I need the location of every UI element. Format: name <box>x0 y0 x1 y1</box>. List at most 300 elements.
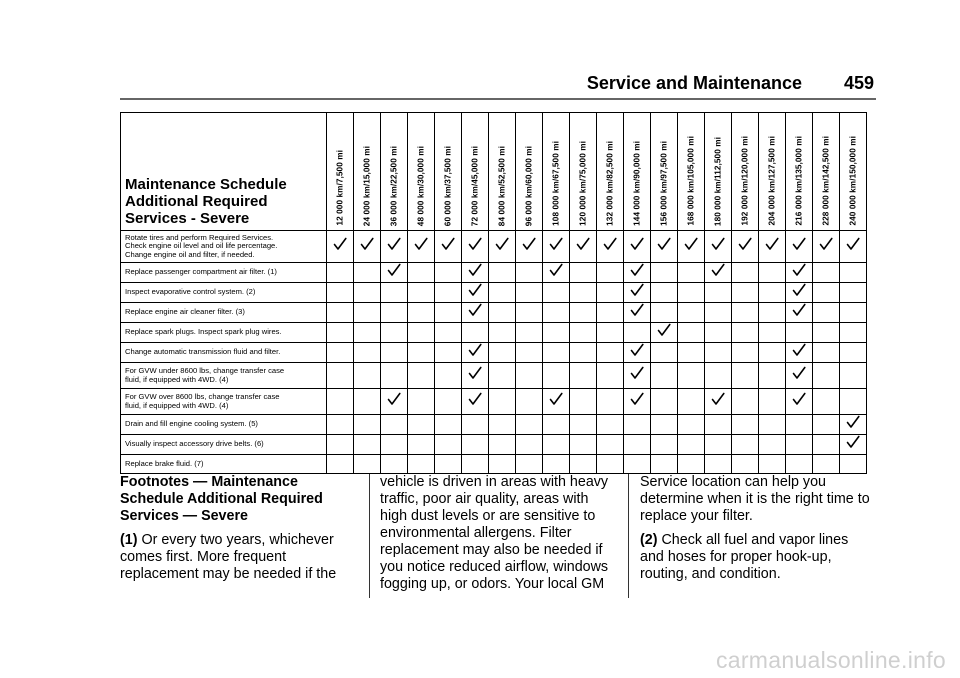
schedule-cell <box>489 435 516 455</box>
checkmark-icon <box>468 283 482 297</box>
checkmark-icon <box>522 237 536 251</box>
service-text-line: Rotate tires and perform Required Services. <box>125 233 274 243</box>
footnotes-column-1 <box>120 474 352 590</box>
schedule-cell <box>516 231 543 263</box>
schedule-cell <box>732 263 759 283</box>
schedule-cell <box>408 435 435 455</box>
schedule-cell <box>462 303 489 323</box>
checkmark-icon <box>630 343 644 357</box>
schedule-cell <box>651 303 678 323</box>
table-row <box>121 435 867 455</box>
watermark: carmanualsonline.info <box>715 647 946 673</box>
schedule-cell <box>732 231 759 263</box>
schedule-cell <box>678 363 705 389</box>
schedule-cell <box>597 455 624 474</box>
schedule-cell <box>381 231 408 263</box>
schedule-cell <box>381 363 408 389</box>
schedule-cell <box>489 455 516 474</box>
service-description <box>121 303 327 323</box>
schedule-cell <box>786 343 813 363</box>
schedule-cell <box>624 263 651 283</box>
table-row <box>121 323 867 343</box>
schedule-cell <box>435 231 462 263</box>
footnote-1-text-a: Or every two years, whichever comes first. More frequent replacement may be needed if the <box>120 532 337 582</box>
schedule-cell <box>786 455 813 474</box>
table-header-row <box>121 113 867 231</box>
checkmark-icon <box>792 263 806 277</box>
schedule-cell <box>597 343 624 363</box>
table-row <box>121 389 867 415</box>
interval-label: 24 000 km/15,000 mi <box>362 145 372 226</box>
schedule-cell <box>543 455 570 474</box>
schedule-cell <box>570 263 597 283</box>
schedule-cell <box>435 303 462 323</box>
page-number: 459 <box>843 73 874 93</box>
schedule-cell <box>651 435 678 455</box>
schedule-cell <box>678 435 705 455</box>
footnote-1-continued: vehicle is driven in areas with heavy traffic, poor air quality, areas with high dust levels or are sensitive to environmental allergens. Filter replacement may also be needed if you notice reduced airflow, windows fogging up, or odors. Your local GM <box>380 474 609 592</box>
schedule-cell <box>732 323 759 343</box>
schedule-cell <box>489 263 516 283</box>
schedule-cell <box>597 415 624 435</box>
checkmark-icon <box>468 392 482 406</box>
schedule-cell <box>840 415 867 435</box>
interval-label: 168 000 km/105,000 mi <box>686 136 696 226</box>
schedule-cell <box>624 283 651 303</box>
schedule-cell <box>840 263 867 283</box>
interval-header <box>381 113 408 231</box>
schedule-cell <box>732 415 759 435</box>
schedule-cell <box>462 415 489 435</box>
schedule-cell <box>543 435 570 455</box>
schedule-cell <box>597 283 624 303</box>
schedule-cell <box>597 363 624 389</box>
schedule-cell <box>570 455 597 474</box>
schedule-cell <box>516 343 543 363</box>
interval-label: 180 000 km/112,500 mi <box>713 136 723 226</box>
interval-label: 156 000 km/97,500 mi <box>659 141 669 226</box>
schedule-cell <box>327 343 354 363</box>
schedule-cell <box>732 435 759 455</box>
schedule-cell <box>624 363 651 389</box>
service-text-line: For GVW under 8600 lbs, change transfer case <box>125 366 285 376</box>
checkmark-icon <box>846 237 860 251</box>
schedule-cell <box>624 415 651 435</box>
checkmark-icon <box>630 366 644 380</box>
schedule-cell <box>435 389 462 415</box>
checkmark-icon <box>549 392 563 406</box>
schedule-cell <box>786 415 813 435</box>
interval-label: 48 000 km/30,000 mi <box>416 145 426 226</box>
table-row <box>121 263 867 283</box>
interval-label: 228 000 km/142,500 mi <box>821 136 831 226</box>
checkmark-icon <box>414 237 428 251</box>
schedule-cell <box>543 323 570 343</box>
schedule-cell <box>651 363 678 389</box>
schedule-cell <box>678 323 705 343</box>
schedule-cell <box>651 231 678 263</box>
schedule-cell <box>705 323 732 343</box>
schedule-cell <box>462 455 489 474</box>
checkmark-icon <box>387 263 401 277</box>
schedule-cell <box>570 343 597 363</box>
service-description <box>121 389 327 415</box>
schedule-cell <box>840 363 867 389</box>
schedule-cell <box>786 231 813 263</box>
schedule-cell <box>381 263 408 283</box>
schedule-cell <box>840 323 867 343</box>
schedule-cell <box>354 415 381 435</box>
service-text-line: For GVW over 8600 lbs, change transfer case <box>125 392 280 402</box>
interval-header <box>543 113 570 231</box>
schedule-cell <box>786 323 813 343</box>
schedule-cell <box>651 455 678 474</box>
schedule-cell <box>408 231 435 263</box>
schedule-cell <box>651 263 678 283</box>
footnotes-column-2 <box>380 474 612 600</box>
schedule-cell <box>489 323 516 343</box>
schedule-cell <box>786 283 813 303</box>
checkmark-icon <box>468 366 482 380</box>
service-description <box>121 283 327 303</box>
footnotes-column-3 <box>640 474 872 590</box>
service-description <box>121 343 327 363</box>
schedule-cell <box>408 363 435 389</box>
interval-header <box>516 113 543 231</box>
schedule-cell <box>759 343 786 363</box>
schedule-cell <box>354 303 381 323</box>
interval-label: 84 000 km/52,500 mi <box>497 145 507 226</box>
schedule-cell <box>759 303 786 323</box>
schedule-cell <box>543 389 570 415</box>
interval-header <box>705 113 732 231</box>
schedule-cell <box>678 455 705 474</box>
page-header <box>120 68 876 100</box>
schedule-cell <box>327 323 354 343</box>
checkmark-icon <box>657 323 671 337</box>
service-text-line: Drain and fill engine cooling system. (5) <box>125 419 258 429</box>
schedule-cell <box>354 455 381 474</box>
maintenance-schedule-table <box>120 112 867 474</box>
schedule-cell <box>516 455 543 474</box>
schedule-cell <box>462 363 489 389</box>
schedule-cell <box>381 455 408 474</box>
schedule-cell <box>705 435 732 455</box>
service-text-line: fluid, if equipped with 4WD. (4) <box>125 400 229 410</box>
interval-header <box>813 113 840 231</box>
checkmark-icon <box>630 283 644 297</box>
interval-label: 96 000 km/60,000 mi <box>524 145 534 226</box>
schedule-cell <box>705 263 732 283</box>
table-row <box>121 343 867 363</box>
schedule-cell <box>462 263 489 283</box>
schedule-cell <box>543 263 570 283</box>
schedule-cell <box>678 263 705 283</box>
schedule-cell <box>624 455 651 474</box>
schedule-cell <box>570 323 597 343</box>
service-text-line: Check engine oil level and oil life percentage. <box>125 241 278 251</box>
schedule-cell <box>813 343 840 363</box>
schedule-cell <box>705 303 732 323</box>
schedule-cell <box>516 283 543 303</box>
checkmark-icon <box>468 303 482 317</box>
schedule-cell <box>759 435 786 455</box>
service-description <box>121 435 327 455</box>
checkmark-icon <box>630 263 644 277</box>
schedule-cell <box>759 455 786 474</box>
schedule-cell <box>462 435 489 455</box>
schedule-cell <box>327 363 354 389</box>
interval-header <box>840 113 867 231</box>
schedule-cell <box>489 283 516 303</box>
schedule-cell <box>840 389 867 415</box>
schedule-cell <box>651 389 678 415</box>
service-description <box>121 455 327 474</box>
schedule-cell <box>678 283 705 303</box>
schedule-cell <box>462 231 489 263</box>
schedule-cell <box>489 415 516 435</box>
column-divider <box>628 474 629 598</box>
schedule-cell <box>759 283 786 303</box>
checkmark-icon <box>846 415 860 429</box>
checkmark-icon <box>603 237 617 251</box>
interval-header <box>462 113 489 231</box>
schedule-cell <box>435 323 462 343</box>
service-text-line: Replace spark plugs. Inspect spark plug wires. <box>125 327 282 337</box>
schedule-cell <box>705 415 732 435</box>
checkmark-icon <box>711 237 725 251</box>
schedule-cell <box>516 389 543 415</box>
checkmark-icon <box>765 237 779 251</box>
schedule-cell <box>327 263 354 283</box>
schedule-cell <box>732 455 759 474</box>
section-title: Service and Maintenance <box>586 73 802 93</box>
service-text-line: Replace engine air cleaner filter. (3) <box>125 307 245 317</box>
schedule-cell <box>732 283 759 303</box>
schedule-cell <box>435 283 462 303</box>
schedule-cell <box>705 283 732 303</box>
table-row <box>121 283 867 303</box>
schedule-cell <box>651 323 678 343</box>
checkmark-icon <box>441 237 455 251</box>
checkmark-icon <box>684 237 698 251</box>
schedule-cell <box>840 435 867 455</box>
schedule-cell <box>327 415 354 435</box>
schedule-cell <box>570 231 597 263</box>
schedule-cell <box>570 435 597 455</box>
schedule-cell <box>408 389 435 415</box>
schedule-cell <box>786 263 813 283</box>
schedule-cell <box>516 415 543 435</box>
interval-header <box>651 113 678 231</box>
schedule-cell <box>651 283 678 303</box>
schedule-cell <box>408 303 435 323</box>
interval-header <box>570 113 597 231</box>
checkmark-icon <box>549 237 563 251</box>
schedule-cell <box>759 231 786 263</box>
interval-label: 240 000 km/150,000 mi <box>848 136 858 226</box>
schedule-cell <box>543 303 570 323</box>
schedule-cell <box>840 455 867 474</box>
schedule-cell <box>381 343 408 363</box>
schedule-cell <box>516 435 543 455</box>
schedule-cell <box>354 263 381 283</box>
schedule-cell <box>732 389 759 415</box>
schedule-cell <box>327 283 354 303</box>
interval-label: 108 000 km/67,500 mi <box>551 141 561 226</box>
schedule-cell <box>435 455 462 474</box>
schedule-cell <box>327 303 354 323</box>
service-description <box>121 231 327 263</box>
schedule-cell <box>327 231 354 263</box>
interval-label: 36 000 km/22,500 mi <box>389 145 399 226</box>
schedule-cell <box>543 231 570 263</box>
schedule-cell <box>570 389 597 415</box>
schedule-cell <box>354 389 381 415</box>
checkmark-icon <box>792 392 806 406</box>
schedule-cell <box>381 303 408 323</box>
schedule-cell <box>705 363 732 389</box>
checkmark-icon <box>630 303 644 317</box>
schedule-cell <box>813 415 840 435</box>
schedule-cell <box>813 303 840 323</box>
schedule-cell <box>651 343 678 363</box>
checkmark-icon <box>387 237 401 251</box>
checkmark-icon <box>468 343 482 357</box>
checkmark-icon <box>360 237 374 251</box>
schedule-cell <box>624 389 651 415</box>
service-description <box>121 323 327 343</box>
schedule-cell <box>543 343 570 363</box>
interval-label: 192 000 km/120,000 mi <box>740 136 750 226</box>
interval-label: 12 000 km/7,500 mi <box>335 150 345 226</box>
schedule-cell <box>327 389 354 415</box>
schedule-cell <box>813 263 840 283</box>
schedule-cell <box>759 389 786 415</box>
schedule-cell <box>516 263 543 283</box>
schedule-cell <box>597 435 624 455</box>
interval-header <box>408 113 435 231</box>
checkmark-icon <box>792 343 806 357</box>
schedule-cell <box>813 231 840 263</box>
schedule-cell <box>570 363 597 389</box>
schedule-cell <box>489 363 516 389</box>
checkmark-icon <box>792 237 806 251</box>
schedule-cell <box>381 389 408 415</box>
schedule-cell <box>408 323 435 343</box>
column-divider <box>369 474 370 598</box>
schedule-cell <box>624 343 651 363</box>
checkmark-icon <box>819 237 833 251</box>
footnote-2-text: Check all fuel and vapor lines and hoses for proper hook-up, routing, and condition. <box>640 532 849 582</box>
schedule-cell <box>354 323 381 343</box>
schedule-cell <box>462 283 489 303</box>
schedule-cell <box>435 415 462 435</box>
schedule-cell <box>840 343 867 363</box>
footnote-2 <box>640 532 872 583</box>
schedule-cell <box>651 415 678 435</box>
schedule-cell <box>408 415 435 435</box>
schedule-cell <box>624 323 651 343</box>
interval-header <box>435 113 462 231</box>
schedule-cell <box>840 283 867 303</box>
schedule-cell <box>678 231 705 263</box>
table-title: Maintenance Schedule Additional Required Services - Severe <box>121 113 327 231</box>
checkmark-icon <box>387 392 401 406</box>
schedule-cell <box>732 363 759 389</box>
checkmark-icon <box>846 435 860 449</box>
table-row <box>121 231 867 263</box>
schedule-cell <box>813 435 840 455</box>
schedule-cell <box>354 435 381 455</box>
schedule-cell <box>408 263 435 283</box>
schedule-cell <box>516 363 543 389</box>
interval-label: 144 000 km/90,000 mi <box>632 141 642 226</box>
interval-label: 60 000 km/37,500 mi <box>443 145 453 226</box>
schedule-cell <box>489 389 516 415</box>
checkmark-icon <box>333 237 347 251</box>
schedule-cell <box>516 303 543 323</box>
schedule-cell <box>678 303 705 323</box>
schedule-cell <box>813 283 840 303</box>
interval-label: 204 000 km/127,500 mi <box>767 136 777 226</box>
service-text-line: Inspect evaporative control system. (2) <box>125 287 256 297</box>
table-row <box>121 363 867 389</box>
schedule-cell <box>597 231 624 263</box>
schedule-cell <box>813 323 840 343</box>
interval-header <box>759 113 786 231</box>
interval-label: 120 000 km/75,000 mi <box>578 141 588 226</box>
schedule-cell <box>327 455 354 474</box>
interval-label: 72 000 km/45,000 mi <box>470 145 480 226</box>
schedule-cell <box>813 455 840 474</box>
schedule-cell <box>597 389 624 415</box>
interval-label: 216 000 km/135,000 mi <box>794 136 804 226</box>
schedule-cell <box>597 263 624 283</box>
checkmark-icon <box>657 237 671 251</box>
service-description <box>121 363 327 389</box>
schedule-cell <box>705 343 732 363</box>
schedule-cell <box>759 263 786 283</box>
checkmark-icon <box>549 263 563 277</box>
checkmark-icon <box>576 237 590 251</box>
schedule-cell <box>570 303 597 323</box>
schedule-cell <box>435 263 462 283</box>
interval-header <box>354 113 381 231</box>
schedule-cell <box>759 323 786 343</box>
service-text-line: Visually inspect accessory drive belts. (6) <box>125 439 264 449</box>
checkmark-icon <box>711 392 725 406</box>
interval-header <box>597 113 624 231</box>
schedule-cell <box>435 343 462 363</box>
schedule-cell <box>678 415 705 435</box>
schedule-cell <box>624 231 651 263</box>
schedule-cell <box>759 415 786 435</box>
schedule-cell <box>435 435 462 455</box>
schedule-cell <box>408 283 435 303</box>
schedule-cell <box>381 435 408 455</box>
checkmark-icon <box>792 366 806 380</box>
checkmark-icon <box>792 303 806 317</box>
service-text-line: Change automatic transmission fluid and filter. <box>125 347 281 357</box>
checkmark-icon <box>792 283 806 297</box>
service-description <box>121 263 327 283</box>
schedule-cell <box>597 303 624 323</box>
schedule-cell <box>570 283 597 303</box>
schedule-cell <box>813 363 840 389</box>
schedule-cell <box>543 363 570 389</box>
interval-header <box>327 113 354 231</box>
